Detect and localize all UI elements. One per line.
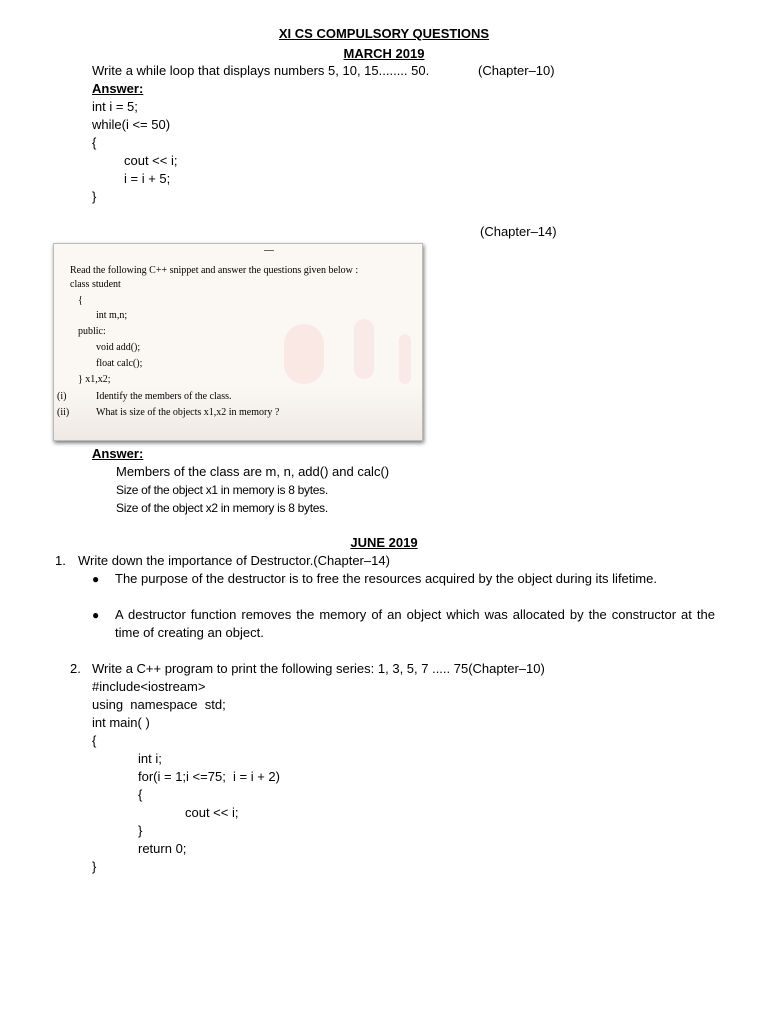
answer-line: Size of the object x2 in memory is 8 bytes. [116,501,328,515]
page-title: XI CS COMPULSORY QUESTIONS [278,26,490,41]
section-heading-june: JUNE 2019 [350,535,418,550]
code-line: #include<iostream> [92,679,206,694]
scan-line: What is size of the objects x1,x2 in memory ? [96,407,280,418]
march-q1-answer-label: Answer: [92,81,144,96]
code-line: int main( ) [92,715,150,730]
code-line: while(i <= 50) [92,117,171,132]
code-line: { [92,733,97,748]
code-line: int i; [138,751,162,766]
scan-line: } x1,x2; [78,374,111,385]
code-line: } [92,189,97,204]
bullet-text: The purpose of the destructor is to free the resources acquired by the object during its lifetime. [115,571,657,586]
code-line: cout << i; [185,805,239,820]
code-line: } [92,859,97,874]
code-line: using namespace std; [92,697,226,712]
code-line: cout << i; [124,153,178,168]
scan-mark [264,250,274,251]
scan-stain [354,319,374,379]
scan-line: void add(); [96,342,141,353]
scan-line: int m,n; [96,310,128,321]
scan-line: class student [70,279,121,290]
scan-line: public: [78,326,106,337]
answer-line: Size of the object x1 in memory is 8 bytes. [116,483,328,497]
scan-line: Read the following C++ snippet and answer the questions given below : [70,265,359,276]
june-q1-number: 1. [55,553,66,568]
code-line: } [138,823,143,838]
scan-line: Identify the members of the class. [96,391,232,402]
code-line: { [138,787,143,802]
code-line: return 0; [138,841,187,856]
scan-line: float calc(); [96,358,143,369]
bullet-icon: ● [92,608,100,622]
scan-line: (ii) [57,407,70,418]
march-q1-chapter: (Chapter–10) [478,63,555,78]
june-q2-number: 2. [70,661,81,676]
march-q2-chapter: (Chapter–14) [480,224,557,239]
code-line: int i = 5; [92,99,138,114]
march-q2-answer-label: Answer: [92,446,144,461]
june-q2-question: Write a C++ program to print the following series: 1, 3, 5, 7 ..... 75(Chapter–10) [92,661,545,676]
scan-line: { [78,295,83,306]
june-q1-question: Write down the importance of Destructor.(Chapter–14) [78,553,390,568]
code-line: for(i = 1;i <=75; i = i + 2) [138,769,280,784]
section-heading-march: MARCH 2019 [343,46,425,61]
march-q1-question: Write a while loop that displays numbers 5, 10, 15........ 50. [92,63,430,78]
scan-stain [399,334,411,384]
scan-stain [284,324,324,384]
bullet-icon: ● [92,572,100,586]
answer-line: Members of the class are m, n, add() and calc() [116,464,390,479]
code-line: { [92,135,97,150]
code-line: i = i + 5; [124,171,171,186]
bullet-text: A destructor function removes the memory of an object which was allocated by the constructor at the time of creating an object. [115,607,715,640]
scanned-question-image [53,243,423,441]
scan-line: (i) [57,391,67,402]
